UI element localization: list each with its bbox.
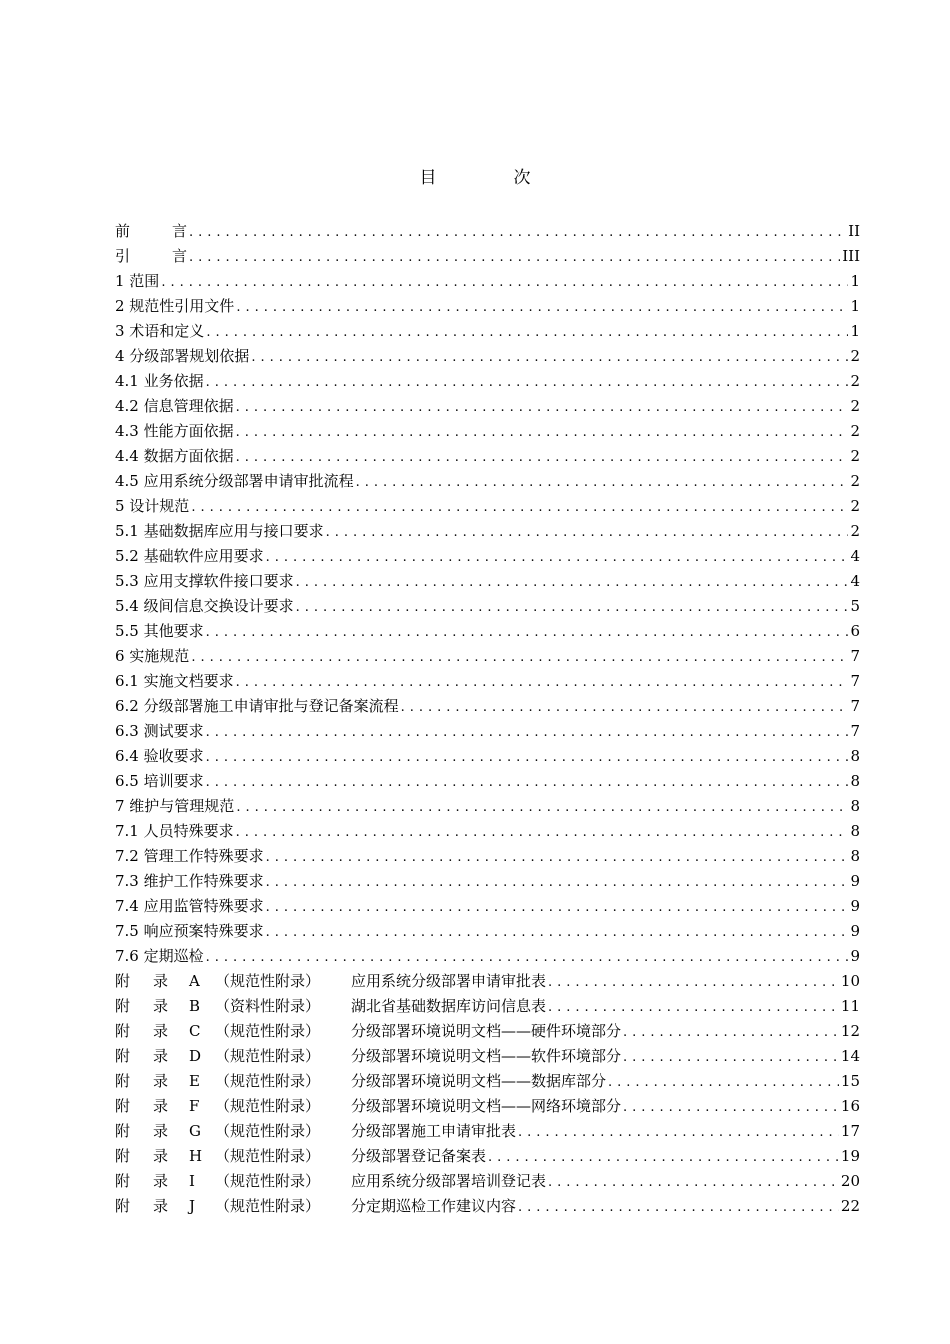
dot-leader — [236, 670, 849, 694]
dot-leader — [206, 370, 849, 394]
dot-leader — [206, 945, 849, 969]
dot-leader — [206, 770, 849, 794]
toc-entry-label: 7.5 响应预案特殊要求 — [115, 922, 264, 940]
toc-entry-page: II — [848, 222, 860, 240]
toc-entry[interactable] — [115, 894, 860, 919]
toc-entry[interactable] — [115, 319, 860, 344]
dot-leader — [326, 520, 849, 544]
toc-entry-label: 2 规范性引用文件 — [115, 297, 235, 315]
toc-entry-label: 附 录 C （规范性附录） 分级部署环境说明文档——硬件环境部分 — [115, 1022, 622, 1040]
toc-entry-label: 前 言 — [115, 222, 188, 240]
toc-entry[interactable] — [115, 519, 860, 544]
dot-leader — [518, 1120, 839, 1144]
dot-leader — [266, 895, 849, 919]
toc-entry-page: 1 — [850, 322, 860, 340]
toc-entry-page: 2 — [850, 447, 860, 465]
toc-annex-entry[interactable] — [115, 1144, 860, 1169]
toc-entry-page: 22 — [840, 1197, 860, 1215]
toc-entry-label: 6.1 实施文档要求 — [115, 672, 234, 690]
toc-entry-label: 引 言 — [115, 247, 188, 265]
toc-entry-label: 6.3 测试要求 — [115, 722, 204, 740]
dot-leader — [236, 795, 848, 819]
dot-leader — [236, 395, 849, 419]
toc-entry-page: 2 — [850, 397, 860, 415]
toc-entry[interactable] — [115, 394, 860, 419]
toc-entry-label: 6 实施规范 — [115, 647, 190, 665]
toc-entry-label: 附 录 J （规范性附录） 分定期巡检工作建议内容 — [115, 1197, 517, 1215]
toc-entry[interactable] — [115, 494, 860, 519]
toc-entry-label: 5.4 级间信息交换设计要求 — [115, 597, 294, 615]
toc-entry-label: 4.5 应用系统分级部署申请审批流程 — [115, 472, 354, 490]
dot-leader — [608, 1070, 839, 1094]
dot-leader — [236, 295, 848, 319]
dot-leader — [548, 970, 839, 994]
toc-entry[interactable] — [115, 269, 860, 294]
dot-leader — [623, 1020, 839, 1044]
toc-entry-page: 10 — [840, 972, 860, 990]
toc-entry[interactable] — [115, 444, 860, 469]
dot-leader — [488, 1145, 839, 1169]
toc-entry-page: 2 — [850, 522, 860, 540]
toc-entry-label: 6.5 培训要求 — [115, 772, 204, 790]
dot-leader — [191, 645, 848, 669]
toc-entry-label: 5 设计规范 — [115, 497, 190, 515]
toc-entry-page: 1 — [850, 297, 860, 315]
toc-entry-label: 7.1 人员特殊要求 — [115, 822, 234, 840]
toc-entry-page: 17 — [840, 1122, 860, 1140]
dot-leader — [251, 345, 848, 369]
toc-entry-page: 7 — [850, 647, 860, 665]
toc-entry-label: 4.3 性能方面依据 — [115, 422, 234, 440]
toc-annex-entry[interactable] — [115, 1119, 860, 1144]
toc-annex-entry[interactable] — [115, 1194, 860, 1219]
toc-entry[interactable] — [115, 944, 860, 969]
toc-entry-page: 7 — [850, 697, 860, 715]
toc-annex-entry[interactable] — [115, 1019, 860, 1044]
toc-entry-page: 8 — [850, 822, 860, 840]
toc-entry-label: 4.2 信息管理依据 — [115, 397, 234, 415]
toc-entry-label: 6.2 分级部署施工申请审批与登记备案流程 — [115, 697, 399, 715]
toc-entry-label: 7.4 应用监管特殊要求 — [115, 897, 264, 915]
toc-entry[interactable] — [115, 744, 860, 769]
toc-title: 目 次 — [419, 168, 561, 188]
toc-entry-label: 附 录 G （规范性附录） 分级部署施工申请审批表 — [115, 1122, 517, 1140]
toc-entry[interactable] — [115, 569, 860, 594]
toc-entry-page: 2 — [850, 472, 860, 490]
dot-leader — [189, 220, 846, 244]
dot-leader — [206, 745, 849, 769]
toc-entry-page: 7 — [850, 672, 860, 690]
dot-leader — [236, 820, 849, 844]
toc-entry-label: 附 录 I （规范性附录） 应用系统分级部署培训登记表 — [115, 1172, 547, 1190]
toc-entry-label: 7.6 定期巡检 — [115, 947, 204, 965]
toc-entry-page: 4 — [850, 547, 860, 565]
toc-entry[interactable] — [115, 344, 860, 369]
dot-leader — [548, 1170, 839, 1194]
toc-entry[interactable] — [115, 694, 860, 719]
dot-leader — [356, 470, 849, 494]
dot-leader — [266, 845, 849, 869]
toc-entry-label: 7.2 管理工作特殊要求 — [115, 847, 264, 865]
toc-entry-label: 附 录 E （规范性附录） 分级部署环境说明文档——数据库部分 — [115, 1072, 607, 1090]
toc-entry-label: 附 录 A （规范性附录） 应用系统分级部署申请审批表 — [115, 972, 547, 990]
toc-entry[interactable] — [115, 469, 860, 494]
dot-leader — [296, 570, 849, 594]
toc-entry-label: 1 范围 — [115, 272, 160, 290]
toc-entry-page: 2 — [850, 372, 860, 390]
toc-entry-page: 8 — [850, 772, 860, 790]
toc-entry[interactable] — [115, 544, 860, 569]
dot-leader — [623, 1045, 839, 1069]
toc-entry-label: 6.4 验收要求 — [115, 747, 204, 765]
toc-entry-page: 20 — [840, 1172, 860, 1190]
toc-entry-label: 附 录 H （规范性附录） 分级部署登记备案表 — [115, 1147, 487, 1165]
toc-entry-page: III — [842, 247, 860, 265]
toc-entry-label: 4.1 业务依据 — [115, 372, 204, 390]
toc-entry-page: 12 — [840, 1022, 860, 1040]
toc-entry-label: 附 录 B （资料性附录） 湖北省基础数据库访问信息表 — [115, 997, 547, 1015]
dot-leader — [548, 995, 839, 1019]
toc-entry[interactable] — [115, 369, 860, 394]
toc-entry[interactable] — [115, 769, 860, 794]
toc-entry-label: 5.2 基础软件应用要求 — [115, 547, 264, 565]
toc-entry-label: 4 分级部署规划依据 — [115, 347, 250, 365]
toc-entry-page: 4 — [850, 572, 860, 590]
dot-leader — [189, 245, 840, 269]
toc-entry-page: 16 — [840, 1097, 860, 1115]
toc-entry-page: 9 — [850, 947, 860, 965]
toc-entry[interactable] — [115, 719, 860, 744]
table-of-contents — [115, 219, 860, 1219]
toc-entry-page: 8 — [850, 747, 860, 765]
toc-entry[interactable] — [115, 419, 860, 444]
toc-entry-label: 5.3 应用支撑软件接口要求 — [115, 572, 294, 590]
toc-annex-entry[interactable] — [115, 969, 860, 994]
toc-entry[interactable] — [115, 244, 860, 269]
dot-leader — [266, 920, 849, 944]
dot-leader — [266, 870, 849, 894]
toc-entry-page: 14 — [840, 1047, 860, 1065]
toc-entry-page: 19 — [840, 1147, 860, 1165]
toc-annex-entry[interactable] — [115, 994, 860, 1019]
dot-leader — [266, 545, 849, 569]
toc-entry[interactable] — [115, 869, 860, 894]
toc-entry-label: 附 录 F （规范性附录） 分级部署环境说明文档——网络环境部分 — [115, 1097, 622, 1115]
toc-entry-label: 3 术语和定义 — [115, 322, 205, 340]
dot-leader — [206, 320, 848, 344]
dot-leader — [161, 270, 848, 294]
dot-leader — [206, 620, 849, 644]
toc-annex-entry[interactable] — [115, 1069, 860, 1094]
toc-entry-page: 2 — [850, 422, 860, 440]
toc-entry-page: 7 — [850, 722, 860, 740]
toc-entry-label: 7.3 维护工作特殊要求 — [115, 872, 264, 890]
toc-entry[interactable] — [115, 669, 860, 694]
toc-entry[interactable] — [115, 844, 860, 869]
toc-entry-page: 15 — [840, 1072, 860, 1090]
toc-entry-page: 6 — [850, 622, 860, 640]
toc-entry-label: 4.4 数据方面依据 — [115, 447, 234, 465]
toc-entry-page: 1 — [850, 272, 860, 290]
toc-annex-entry[interactable] — [115, 1044, 860, 1069]
toc-entry[interactable] — [115, 294, 860, 319]
toc-annex-entry[interactable] — [115, 1094, 860, 1119]
toc-entry[interactable] — [115, 919, 860, 944]
dot-leader — [236, 420, 849, 444]
toc-entry-page: 8 — [850, 847, 860, 865]
toc-entry-label: 7 维护与管理规范 — [115, 797, 235, 815]
toc-entry-page: 2 — [850, 497, 860, 515]
toc-entry-page: 8 — [850, 797, 860, 815]
dot-leader — [296, 595, 849, 619]
dot-leader — [191, 495, 848, 519]
toc-annex-entry[interactable] — [115, 1169, 860, 1194]
toc-entry[interactable] — [115, 619, 860, 644]
dot-leader — [623, 1095, 839, 1119]
toc-entry-label: 5.5 其他要求 — [115, 622, 204, 640]
dot-leader — [518, 1195, 839, 1219]
toc-entry[interactable] — [115, 794, 860, 819]
toc-entry-label: 附 录 D （规范性附录） 分级部署环境说明文档——软件环境部分 — [115, 1047, 622, 1065]
dot-leader — [401, 695, 849, 719]
toc-entry-page: 5 — [850, 597, 860, 615]
toc-entry[interactable] — [115, 644, 860, 669]
toc-entry[interactable] — [115, 594, 860, 619]
toc-entry[interactable] — [115, 219, 860, 244]
dot-leader — [236, 445, 849, 469]
toc-entry-label: 5.1 基础数据库应用与接口要求 — [115, 522, 324, 540]
dot-leader — [206, 720, 849, 744]
toc-entry-page: 11 — [840, 997, 860, 1015]
toc-entry-page: 2 — [850, 347, 860, 365]
toc-entry-page: 9 — [850, 897, 860, 915]
toc-entry[interactable] — [115, 819, 860, 844]
toc-entry-page: 9 — [850, 872, 860, 890]
toc-entry-page: 9 — [850, 922, 860, 940]
